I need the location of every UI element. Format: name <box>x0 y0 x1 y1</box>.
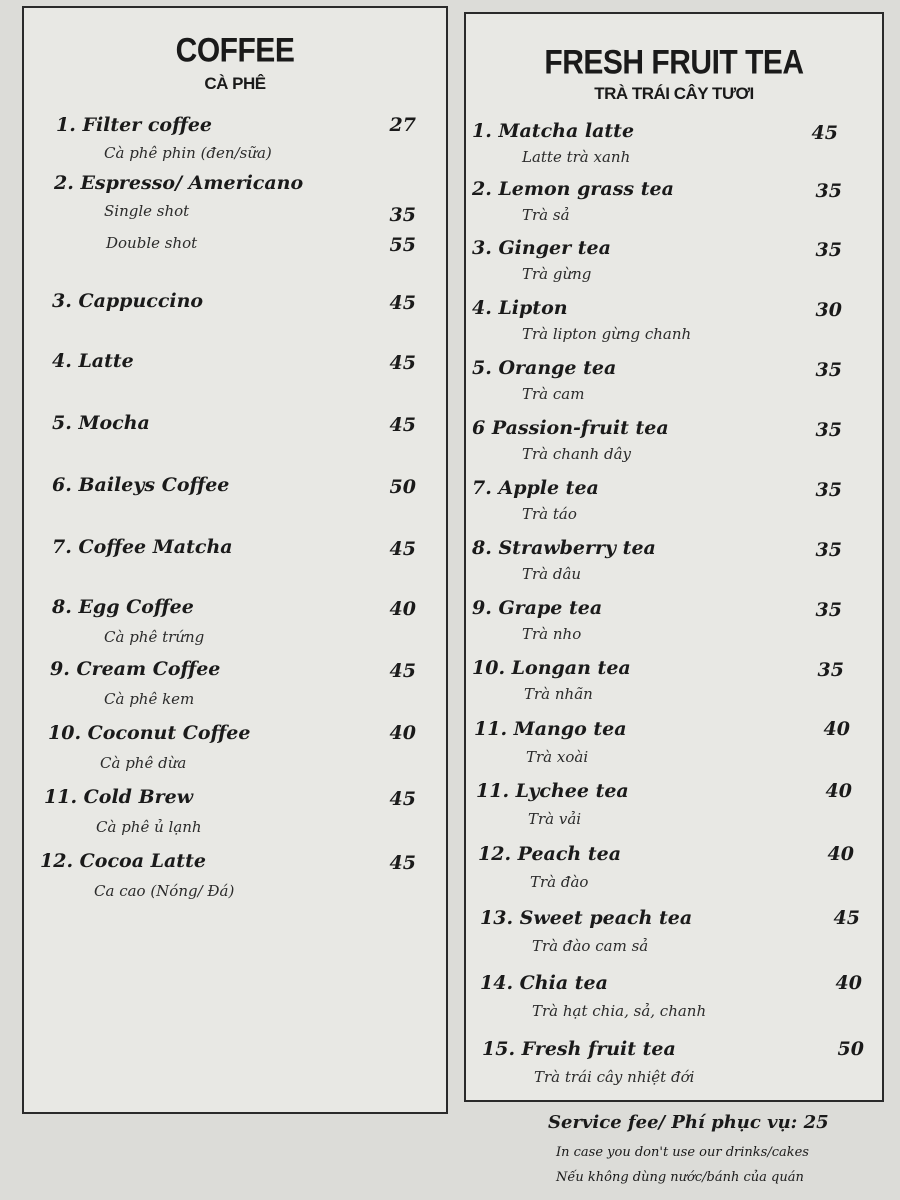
tea-subtitle: TRÀ TRÁI CÂY TƯƠI <box>594 84 754 103</box>
item-subtitle: Trà vải <box>528 810 582 828</box>
item-name: 6. Baileys Coffee <box>52 474 230 496</box>
item-subtitle: Trà trái cây nhiệt đới <box>534 1068 695 1086</box>
item-name: 9. Grape tea <box>472 597 603 619</box>
item-name: 2. Espresso/ Americano <box>54 172 304 194</box>
item-name: 1. Matcha latte <box>472 120 635 142</box>
item-name: 10. Coconut Coffee <box>48 722 251 744</box>
item-price: 35 <box>815 239 842 261</box>
item-subtitle: Trà lipton gừng chanh <box>522 325 692 343</box>
item-name: 3. Ginger tea <box>472 237 611 259</box>
item-name: 8. Egg Coffee <box>52 596 194 618</box>
item-subtitle: Trà nhãn <box>524 685 593 703</box>
item-name: 10. Longan tea <box>472 657 631 679</box>
service-fee-note-en: In case you don't use our drinks/cakes <box>556 1145 809 1160</box>
item-name: 3. Cappuccino <box>52 290 204 312</box>
item-price: 45 <box>389 852 416 874</box>
item-price: 40 <box>389 598 416 620</box>
item-name: 1. Filter coffee <box>56 114 212 136</box>
item-subtitle: Trà hạt chia, sả, chanh <box>532 1002 707 1020</box>
item-subtitle: Trà xoài <box>526 748 589 766</box>
item-name: 9. Cream Coffee <box>50 658 221 680</box>
item-name: 2. Lemon grass tea <box>472 178 674 200</box>
item-subtitle: Cà phê kem <box>104 690 195 708</box>
item-name: 6 Passion-fruit tea <box>472 417 669 439</box>
item-price: 45 <box>389 352 416 374</box>
option-label: Double shot <box>106 234 198 252</box>
item-price: 40 <box>835 972 862 994</box>
coffee-menu-panel <box>22 6 448 1114</box>
item-name: 4. Lipton <box>472 297 568 319</box>
item-subtitle: Trà đào cam sả <box>532 937 649 955</box>
item-name: 15. Fresh fruit tea <box>482 1038 676 1060</box>
coffee-subtitle: CÀ PHÊ <box>204 74 266 93</box>
option-label: Single shot <box>104 202 190 220</box>
item-name: 12. Peach tea <box>478 843 622 865</box>
item-price: 40 <box>823 718 850 740</box>
item-subtitle: Cà phê trứng <box>104 628 205 646</box>
item-subtitle: Cà phê dừa <box>100 754 187 772</box>
item-name: 13. Sweet peach tea <box>480 907 693 929</box>
service-fee-note-vi: Nếu không dùng nước/bánh của quán <box>556 1170 804 1185</box>
item-price: 35 <box>815 539 842 561</box>
item-price: 40 <box>827 843 854 865</box>
item-price: 27 <box>389 114 416 136</box>
item-subtitle: Cà phê ủ lạnh <box>96 818 202 836</box>
item-subtitle: Trà táo <box>522 505 577 523</box>
item-price: 35 <box>815 419 842 441</box>
item-subtitle: Trà chanh dây <box>522 445 631 463</box>
coffee-title: COFFEE <box>175 31 295 70</box>
item-price: 50 <box>837 1038 864 1060</box>
service-fee: Service fee/ Phí phục vụ: 25 <box>548 1112 829 1133</box>
item-subtitle: Trà sả <box>522 206 570 224</box>
item-name: 11. Lychee tea <box>476 780 629 802</box>
item-price: 40 <box>389 722 416 744</box>
item-price: 35 <box>815 359 842 381</box>
item-name: 12. Cocoa Latte <box>40 850 206 872</box>
item-name: 11. Cold Brew <box>44 786 194 808</box>
item-price: 35 <box>817 659 844 681</box>
item-name: 8. Strawberry tea <box>472 537 656 559</box>
item-name: 5. Orange tea <box>472 357 617 379</box>
item-price: 35 <box>815 180 842 202</box>
item-subtitle: Trà nho <box>522 625 582 643</box>
item-price: 45 <box>389 292 416 314</box>
item-price: 45 <box>389 538 416 560</box>
item-price: 45 <box>389 414 416 436</box>
item-name: 7. Apple tea <box>472 477 599 499</box>
item-price: 45 <box>389 660 416 682</box>
item-subtitle: Trà cam <box>522 385 585 403</box>
tea-title: FRESH FRUIT TEA <box>544 43 804 82</box>
item-name: 11. Mango tea <box>474 718 627 740</box>
tea-menu-panel <box>464 12 884 1102</box>
item-name: 4. Latte <box>52 350 134 372</box>
item-price: 40 <box>825 780 852 802</box>
item-price: 30 <box>815 299 842 321</box>
item-subtitle: Cà phê phin (đen/sữa) <box>104 144 272 162</box>
item-subtitle: Latte trà xanh <box>522 148 631 166</box>
option-price: 35 <box>389 204 416 226</box>
item-subtitle: Trà gừng <box>522 265 592 283</box>
item-price: 45 <box>389 788 416 810</box>
item-subtitle: Trà đào <box>530 873 589 891</box>
item-price: 50 <box>389 476 416 498</box>
item-price: 35 <box>815 599 842 621</box>
option-price: 55 <box>389 234 416 256</box>
item-name: 5. Mocha <box>52 412 150 434</box>
item-price: 45 <box>811 122 838 144</box>
item-price: 45 <box>833 907 860 929</box>
item-subtitle: Ca cao (Nóng/ Đá) <box>94 882 235 900</box>
item-name: 7. Coffee Matcha <box>52 536 233 558</box>
item-subtitle: Trà dâu <box>522 565 582 583</box>
item-name: 14. Chia tea <box>480 972 608 994</box>
item-price: 35 <box>815 479 842 501</box>
